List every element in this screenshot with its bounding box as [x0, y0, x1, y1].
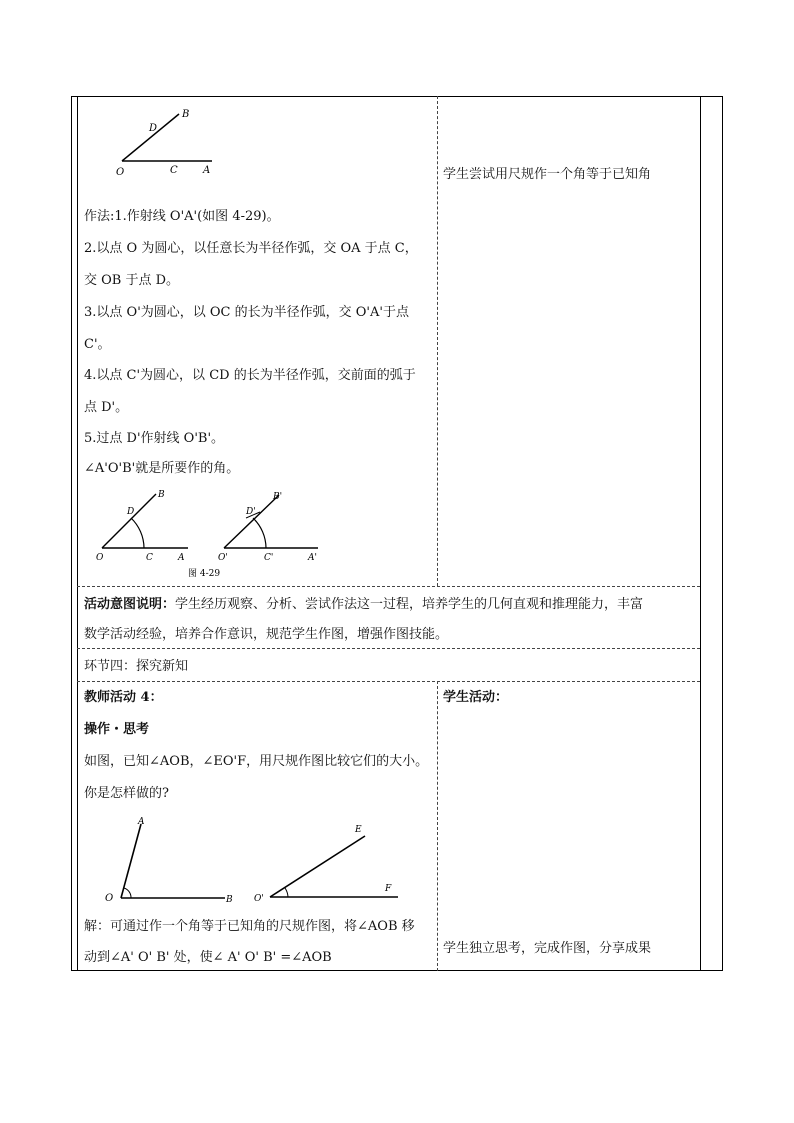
question-line1: 如图，已知∠AOB，∠EO'F，用尺规作图比较它们的大小。 [84, 754, 429, 769]
fig-label-o-prime: O' [218, 553, 228, 563]
label-angle-f: F [385, 884, 392, 894]
step-2-cont: 交 OB 于点 D。 [84, 273, 180, 288]
fig-label-a: A [178, 553, 185, 563]
fig-label-d: D [127, 507, 135, 517]
column-divider-bottom [437, 681, 438, 971]
label-angle-e: E [355, 825, 362, 835]
figure-caption: 图 4-29 [188, 569, 221, 579]
table-left-rule [77, 96, 78, 971]
solution-line1: 解：可通过作一个角等于已知角的尺规作图，将∠AOB 移 [84, 919, 415, 934]
fig-label-d-prime: D' [246, 507, 256, 517]
fig-label-b: B [158, 490, 165, 500]
step-4: 4.以点 C'为圆心，以 CD 的长为半径作弧，交前面的弧于 [84, 368, 416, 383]
activity-intent-label: 活动意图说明： [84, 597, 176, 612]
conclusion: ∠A'O'B'就是所要作的角。 [84, 461, 240, 476]
label-o: O [116, 167, 125, 178]
student-activity-text: 学生独立思考，完成作图，分享成果 [443, 941, 652, 956]
fig-label-o: O [96, 553, 104, 563]
table-right-inner-rule [700, 96, 701, 971]
step-4-cont: 点 D'。 [84, 400, 129, 415]
label-a: A [203, 165, 211, 176]
label-angle-a: A [138, 817, 145, 827]
solution-line2: 动到∠A' O' B' 处，使∠ A' O' B' =∠AOB [84, 950, 332, 965]
angle-figure-oab [108, 106, 223, 178]
activity-intent-line1: 学生经历观察、分析、尝试作法这一过程，培养学生的几何直观和推理能力，丰富 [175, 597, 644, 612]
section-heading: 环节四：探究新知 [84, 659, 189, 674]
row-divider-3 [77, 681, 700, 682]
step-5: 5.过点 D'作射线 O'B'。 [84, 431, 225, 446]
fig-label-c-prime: C' [264, 553, 274, 563]
label-angle-o: O [105, 893, 114, 904]
label-d: D [149, 123, 158, 134]
row-divider-2 [77, 648, 700, 649]
figure-4-29 [88, 488, 338, 583]
step-1: 作法:1.作射线 O'A'(如图 4-29)。 [84, 209, 280, 224]
column-divider-top [437, 96, 438, 586]
activity-intent [84, 597, 643, 613]
label-angle-o-prime: O' [254, 894, 264, 904]
step-3: 3.以点 O'为圆心，以 OC 的长为半径作弧，交 O'A'于点 [84, 305, 409, 320]
step-3-cont: C'。 [84, 337, 111, 352]
fig-label-c: C [146, 553, 153, 563]
fig-label-a-prime: A' [308, 553, 317, 563]
activity-intent-line2: 数学活动经验，培养合作意识，规范学生作图，增强作图技能。 [84, 627, 449, 642]
question-line2: 你是怎样做的? [84, 786, 169, 801]
row-divider-1 [77, 586, 700, 587]
fig-label-b-prime: B' [273, 492, 283, 502]
label-c: C [170, 165, 178, 176]
label-angle-b: B [226, 895, 233, 905]
step-2: 2.以点 O 为圆心，以任意长为半径作弧，交 OA 于点 C， [84, 241, 418, 256]
teacher-activity-heading: 教师活动 4： [84, 690, 163, 705]
operation-think-heading: 操作・思考 [84, 722, 150, 737]
student-try-text: 学生尝试用尺规作一个角等于已知角 [443, 167, 652, 182]
student-activity-heading: 学生活动： [443, 690, 509, 705]
label-b: B [182, 109, 190, 120]
compare-angles-figure [100, 812, 420, 912]
